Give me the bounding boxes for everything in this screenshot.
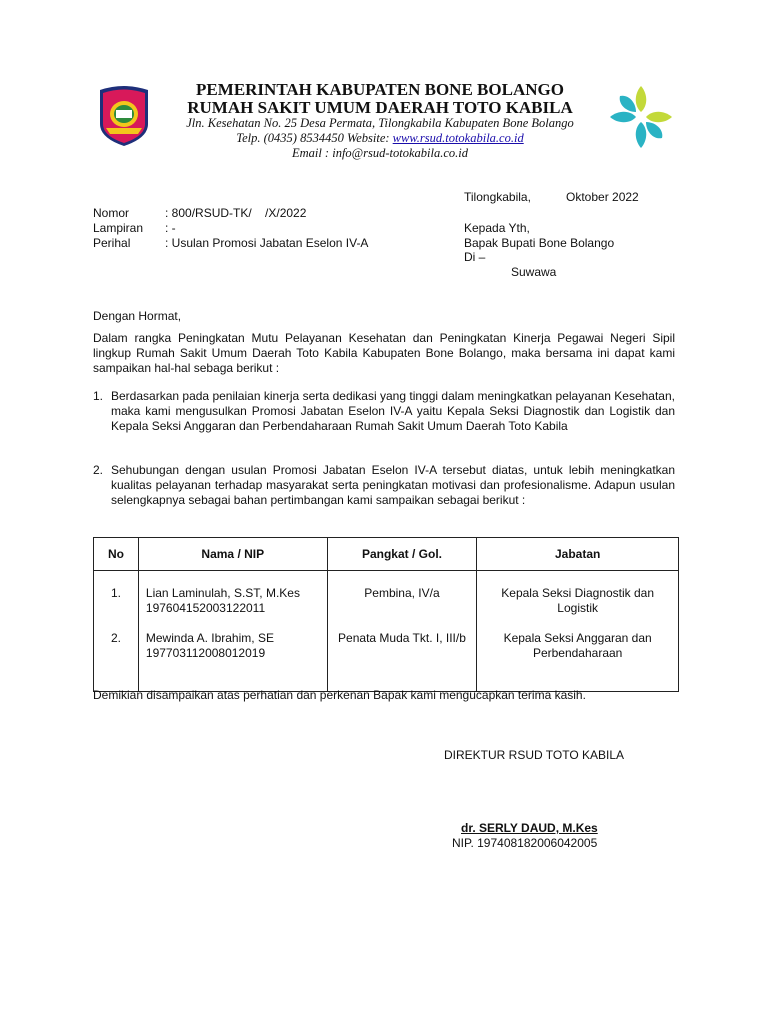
intro-paragraph: Dalam rangka Peningkatan Mutu Pelayanan Kesehatan dan Peningkatan Kinerja Pegawai Negeri Sipil lingkup Rumah Sakit Umum Daerah Toto Kabila Kabupaten Bone Bolango, maka bersama ini dapat kami sampaikan hal-hal sebaga berikut : xyxy=(93,331,675,376)
recipient-line3: Di – xyxy=(464,250,486,264)
website-link[interactable]: www.rsud.totokabila.co.id xyxy=(392,131,524,145)
header-pangkat: Pangkat / Gol. xyxy=(327,538,477,571)
letter-place: Tilongkabila, xyxy=(464,190,531,204)
header-nama: Nama / NIP xyxy=(138,538,327,571)
lampiran-value: : - xyxy=(165,221,176,235)
closing-sentence: Demikian disampaikan atas perhatian dan perkenan Bapak kami mengucapkan terima kasih. xyxy=(93,688,586,702)
row-nip: 197604152003122011 xyxy=(145,601,266,615)
regency-emblem xyxy=(94,84,154,148)
signatory-name: dr. SERLY DAUD, M.Kes xyxy=(461,821,598,835)
recipient-line1: Kepada Yth, xyxy=(464,221,530,235)
header-jabatan: Jabatan xyxy=(477,538,679,571)
perihal-value: : Usulan Promosi Jabatan Eselon IV-A xyxy=(165,236,369,250)
row-jabatan: Kepala Seksi Anggaran dan Perbendaharaan xyxy=(503,631,652,660)
row-no: 1. xyxy=(110,586,121,600)
point-text: Berdasarkan pada penilaian kinerja serta dedikasi yang tinggi dalam meningkatkan pelayanan Kesehatan, maka kami mengusulkan Promosi Jabatan Eselon IV-A yaitu Kepala Seksi Diagnostik dan Logistik dan Kepala Seksi Anggaran dan Perbendaharaan Rumah Sakit Umum Daerah Toto Kabila xyxy=(111,389,675,434)
row-nip: 197703112008012019 xyxy=(145,646,266,660)
signatory-nip: NIP. 197408182006042005 xyxy=(452,836,598,850)
proposal-table xyxy=(93,537,679,692)
greeting: Dengan Hormat, xyxy=(93,309,182,323)
table-row xyxy=(94,571,679,692)
row-jabatan: Kepala Seksi Diagnostik dan Logistik xyxy=(501,586,655,615)
point-number: 2. xyxy=(93,463,104,477)
row-nama: Mewinda A. Ibrahim, SE xyxy=(145,631,274,645)
header-no: No xyxy=(94,538,139,571)
lampiran-label: Lampiran xyxy=(93,221,144,235)
signatory-title: DIREKTUR RSUD TOTO KABILA xyxy=(444,748,625,762)
row-no: 2. xyxy=(110,631,121,645)
point-number: 1. xyxy=(93,389,104,403)
letterhead-line1: PEMERINTAH KABUPATEN BONE BOLANGO xyxy=(196,80,564,99)
recipient-line2: Bapak Bupati Bone Bolango xyxy=(464,236,615,250)
letterhead-address: Jln. Kesehatan No. 25 Desa Permata, Tilongkabila Kabupaten Bone Bolango xyxy=(186,116,574,130)
point-text: Sehubungan dengan usulan Promosi Jabatan Eselon IV-A tersebut diatas, untuk lebih meningkatkan kualitas pelayanan terhadap masyarakat serta peningkatan motivasi dan profesionalisme. Adapun usulan selengkapnya sebagai bahan pertimbangan kami sampaikan sebagai berikut : xyxy=(111,463,675,508)
recipient-line4: Suwawa xyxy=(511,265,557,279)
row-pangkat: Pembina, IV/a xyxy=(364,586,440,600)
table-header-row xyxy=(94,538,679,571)
row-pangkat: Penata Muda Tkt. I, III/b xyxy=(338,631,466,645)
letterhead-email: Email : info@rsud-totokabila.co.id xyxy=(291,146,469,160)
phone-label: Telp. (0435) 8534450 Website: xyxy=(236,131,393,145)
row-nama: Lian Laminulah, S.ST, M.Kes xyxy=(145,586,300,600)
letterhead-line2: RUMAH SAKIT UMUM DAERAH TOTO KABILA xyxy=(187,98,573,117)
hospital-logo xyxy=(608,84,674,150)
perihal-label: Perihal xyxy=(93,236,131,250)
letterhead-phone xyxy=(150,131,610,146)
nomor-value: : 800/RSUD-TK/ /X/2022 xyxy=(165,206,307,220)
letter-date: Oktober 2022 xyxy=(566,190,639,204)
nomor-label: Nomor xyxy=(93,206,130,220)
